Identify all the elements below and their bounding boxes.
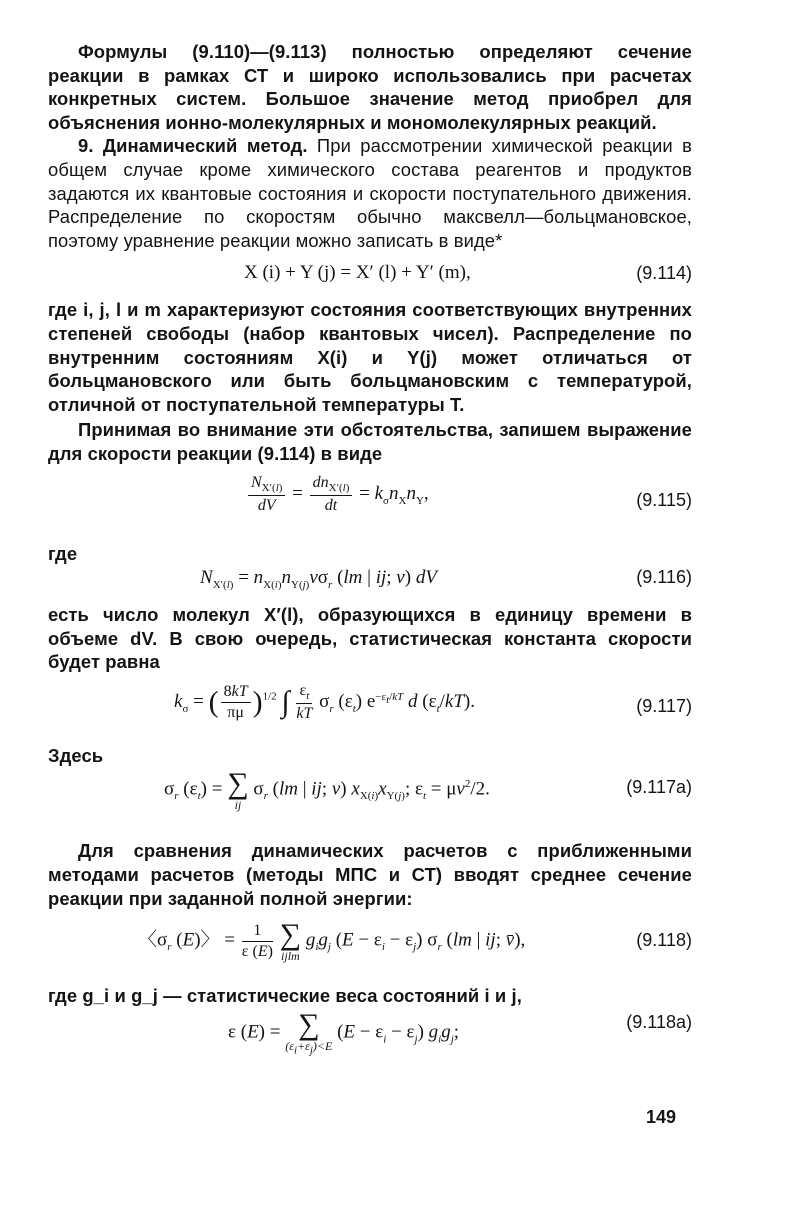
- paragraph-6: есть число молекул X′(l), образующихся в единицу времени в объеме dV. В свою очередь, статистическая константа скорости будет равна: [48, 604, 692, 673]
- paragraph-1: Формулы (9.110)—(9.113) полностью определяют сечение реакции в рамках СТ и широко использовались при расчетах конкретных систем. Большое значение метод приобрел для объяснения ионно-молекулярных и мономолекулярных реакций.: [48, 41, 692, 133]
- paragraph-8: Для сравнения динамических расчетов с приближенными методами расчетов (методы МПС и СТ) вводят среднее сечение реакции при заданной полной энергии:: [48, 840, 692, 909]
- equation-9-117a: [48, 769, 692, 821]
- paragraph-9: где g_i и g_j — статистические веса состояний i и j,: [48, 985, 522, 1007]
- equation-9-116-formula: $N_{X'(l)} = n_{X(i)}n_{Y(j)}v\sigma_r$ (lm | ij; v) dV: [200, 567, 437, 591]
- equation-9-118a-number: (9.118a): [626, 1011, 692, 1032]
- equation-9-114: [48, 260, 692, 290]
- equation-9-114-formula: X (i) + Y (j) = X′ (l) + Y′ (m),: [244, 262, 471, 284]
- equation-9-115-formula: $\frac{N_{X'(l)}}{dV}$ = $\frac{dn_{X'(l)}}{dt}$ = $k_\sigma n_Xn_Y$,: [246, 474, 429, 515]
- paragraph-5: где: [48, 542, 78, 564]
- equation-9-116: [48, 567, 692, 597]
- equation-9-115-number: (9.115): [636, 489, 692, 510]
- paragraph-7: Здесь: [48, 744, 104, 766]
- equation-9-117: [48, 680, 692, 738]
- equation-9-118: [48, 918, 692, 978]
- equation-9-118a-formula: ε (E) = ∑ $(\varepsilon_i+\varepsilon_j)<E$ $(E - \varepsilon_i - \varepsilon_j)$ $g_ig_j$;: [228, 1007, 460, 1057]
- equation-9-116-number: (9.116): [636, 567, 692, 588]
- equation-9-118a: [48, 1007, 692, 1062]
- equation-9-117a-formula: $\sigma_r$ $(\varepsilon_t)$ = ∑ ij $\sigma_r$ (lm | ij; v) $x_{X(i)}x_{Y(j)}$; $\varepsilon_t = \mu v^2/2$.: [164, 767, 490, 813]
- equation-9-117-formula: $k_\sigma$ = ( $\frac{8kT}{\pi\mu}$ )$^{1/2}$ ∫ $\frac{\varepsilon_t}{kT}$ $\sigma_r$ $(\varepsilon_t)$ $e^{-\varepsilon_t/kT}$ d $(\varepsilon_t/kT)$.: [174, 681, 475, 723]
- paragraph-3: где i, j, l и m характеризуют состояния соответствующих внутренних степеней свободы (набор квантовых чисел). Распределение по внутренним состояниям X(i) и Y(j) может отличаться от больцмановского или быть больцмановским с температурой, отличной от поступательной температуры T.: [48, 299, 692, 415]
- paragraph-2-text: При рассмотрении химической реакции в общем случае кроме химического состава реагентов и продуктов задаются их квантовые состояния и скорости поступательного движения. Распределение по скоростям обычно максвелл—больцмановское, поэтому уравнение реакции можно записать в виде*: [48, 135, 693, 251]
- equation-9-118-number: (9.118): [636, 930, 692, 951]
- equation-9-117-number: (9.117): [636, 695, 692, 716]
- section-heading: 9. Динамический метод.: [78, 135, 308, 157]
- page-body: [48, 40, 692, 1062]
- equation-9-115: [48, 472, 692, 532]
- equation-9-114-number: (9.114): [636, 263, 692, 284]
- equation-9-117a-number: (9.117a): [626, 777, 692, 798]
- page-number: 149: [646, 1107, 677, 1127]
- paragraph-2: [48, 134, 692, 252]
- paragraph-4: Принимая во внимание эти обстоятельства, запишем выражение для скорости реакции (9.114) в виде: [48, 419, 692, 464]
- equation-9-118-formula: 〈$\sigma_r$ (E)〉 = $\frac{1}{\varepsilon (E)}$ ∑ ijlm $g_ig_j$ $(E - \varepsilon_i - \varepsilon_j)$ $\sigma_r$ (lm | ij; v̄),: [138, 918, 526, 964]
